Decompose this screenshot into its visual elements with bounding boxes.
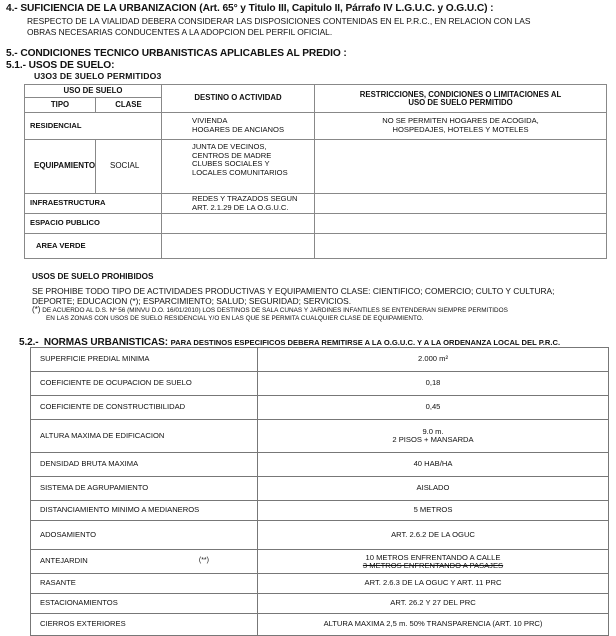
restricciones-cell [315,234,607,259]
tipo-cell: EQUIPAMIENTO [25,140,96,194]
table-row [31,372,609,396]
norm-label-cell [31,550,258,574]
destino-cell [162,113,315,140]
restricciones-cell [315,194,607,214]
table-row [31,348,609,372]
note-line2: EN LAS ZONAS CON USOS DE SUELO RESIDENCIAL Y/O EN LAS QUE SE PERMITA CUALQUIER CLASE DE EQUIPAMIENTO. [46,315,424,322]
table-row [31,614,609,636]
norm-value-line: AISLADO [416,483,450,493]
table-row [31,574,609,594]
norm-note-mark: (**) [198,557,209,565]
norm-value-cell [258,574,609,594]
norm-label-cell [31,521,258,550]
norm-label: ALTURA MAXIMA DE EDIFICACION [40,430,165,440]
norm-label: DENSIDAD BRUTA MAXIMA [40,459,139,469]
destino-line: HOGARES DE ANCIANOS [192,125,285,134]
table-row [31,594,609,614]
section-5-2-sub: PARA DESTINOS ESPECIFICOS DEBERA REMITIRSE A LA O.G.U.C. Y A LA ORDENANZA LOCAL DEL P.R.C. [170,338,561,347]
norm-value-cell [258,521,609,550]
norms-table [30,347,609,636]
norm-label-cell [31,614,258,636]
norm-label-cell [31,420,258,453]
norm-value-cell [258,420,609,453]
norm-label-cell [31,477,258,501]
norm-value-line: 40 HAB/HA [413,459,453,469]
destino-line: ART. 2.1.29 DE LA O.G.U.C. [192,202,289,212]
norm-label: ANTEJARDIN [40,556,88,566]
header-restricciones: RESTRICCIONES, CONDICIONES O LIMITACIONES AL USO DE SUELO PERMITIDO [315,85,607,113]
norm-value-line: 5 METROS [413,505,453,515]
destino-line: CLUBES SOCIALES Y [192,159,270,169]
norm-value-cell [258,396,609,420]
norm-label: DISTANCIAMIENTO MINIMO A MEDIANEROS [40,505,200,515]
tipo-cell: ESPACIO PUBLICO [25,214,162,234]
norm-label: COEFICIENTE DE CONSTRUCTIBILIDAD [40,402,186,412]
destino-line: CENTROS DE MADRE [192,150,272,160]
norm-label-cell [31,396,258,420]
norm-label-cell [31,501,258,521]
destino-line: LOCALES COMUNITARIOS [192,167,288,177]
table-row [31,477,609,501]
destino-line: JUNTA DE VECINOS, [192,142,267,151]
header-tipo: TIPO [25,98,96,113]
restricciones-cell [315,140,607,194]
restricciones-cell [315,214,607,234]
table-row [25,113,607,140]
norm-value-line: 9.0 m. [422,427,444,436]
section-4-text [27,16,530,37]
norm-value-cell [258,477,609,501]
note-mark: (*) [32,305,41,314]
destino-cell [162,234,315,259]
header-uso-de-suelo: USO DE SUELO [25,85,162,98]
destino-cell [162,214,315,234]
note-line1: DE ACUERDO AL D.S. Nº 56 (MINVU D.O. 16/01/2010) LOS DESTINOS DE SALA CUNAS Y JARDINES INFANTILES SE ENTENDERAN SIEMPRE PERMITIDOS [42,307,508,314]
prohibited-text-line2: DEPORTE; EDUCACION (*); ESPARCIMIENTO; SALUD; SEGURIDAD; SERVICIOS. [32,296,352,306]
norm-value-line: 3 METROS ENFRENTANDO A PASAJES [362,560,504,570]
table-row [25,140,607,194]
norm-label-cell [31,594,258,614]
norm-label: ADOSAMIENTO [40,529,96,539]
section-4-text-line1: RESPECTO DE LA VIALIDAD DEBERA CONSIDERAR LAS DISPOSICIONES CONTENIDAS EN EL P.R.C., EN RELACION CON LAS [27,16,531,26]
prohibited-text-line1: SE PROHIBE TODO TIPO DE ACTIVIDADES PRODUCTIVAS Y EQUIPAMIENTO CLASE: CIENTIFICO; COMERCIO; CULTO Y CULTURA; [32,286,555,296]
norm-value-cell [258,501,609,521]
header-destino: DESTINO O ACTIVIDAD [162,85,315,113]
norm-value-line: 0,18 [425,378,441,388]
table-row [31,501,609,521]
header-clase: CLASE [96,98,162,113]
norm-value-line: 10 METROS ENFRENTANDO A CALLE [365,552,501,562]
norm-label-cell [31,372,258,396]
permitted-uses-caption: U3O3 DE 3UELO PERMITIDO3 [34,71,162,81]
section-5-title: 5.- CONDICIONES TECNICO URBANISTICAS APLICABLES AL PREDIO : [6,48,347,59]
norm-label-cell [31,574,258,594]
prohibited-note [32,306,508,323]
table-row [31,420,609,453]
norm-value-cell [258,453,609,477]
norm-label-cell [31,453,258,477]
tipo-cell: INFRAESTRUCTURA [25,194,162,214]
norm-value-cell [258,348,609,372]
norm-label-cell [31,348,258,372]
norm-value-line: ART. 26.2 Y 27 DEL PRC [390,598,476,608]
destino-cell [162,140,315,194]
section-5-2-main: 5.2.- NORMAS URBANISTICAS: [19,337,171,348]
norm-label: ESTACIONAMIENTOS [40,598,118,608]
clase-cell: SOCIAL [96,140,162,194]
norm-label: RASANTE [40,578,76,588]
section-4-text-line2: OBRAS NECESARIAS CONDUCENTES A LA ADOPCION DEL PERFIL OFICIAL. [27,26,333,37]
norm-value-line: 2 PISOS + MANSARDA [392,435,474,444]
norm-value-cell [258,372,609,396]
section-4-title: 4.- SUFICIENCIA DE LA URBANIZACION (Art. 65° y Titulo III, Capitulo II, Párrafo IV L.G.U.C. y O.G.U.C) : [6,3,494,14]
section-5-1-title: 5.1.- USOS DE SUELO: [6,60,115,71]
table-row [31,521,609,550]
norm-value-line: 2.000 m² [418,354,448,364]
table-row [31,396,609,420]
tipo-cell: AREA VERDE [25,234,162,259]
norm-value-line: 0,45 [425,402,441,412]
table-row [31,453,609,477]
norm-value-line: ART. 2.6.3 DE LA OGUC Y ART. 11 PRC [364,578,502,588]
table-row [31,550,609,574]
restricciones-cell [315,113,607,140]
destino-cell [162,194,315,214]
table-row [25,194,607,214]
destino-line: VIVIENDA [192,116,228,126]
norm-label: SUPERFICIE PREDIAL MINIMA [40,354,150,364]
tipo-cell: RESIDENCIAL [25,113,162,140]
restricciones-line: NO SE PERMITEN HOGARES DE ACOGIDA, [382,116,539,126]
prohibited-title: USOS DE SUELO PROHIBIDOS [32,272,154,281]
destino-line: REDES Y TRAZADOS SEGUN [192,193,298,203]
norm-value-cell [258,594,609,614]
prohibited-text [32,286,554,306]
restricciones-line: HOSPEDAJES, HOTELES Y MOTELES [392,125,529,134]
norm-label: SISTEMA DE AGRUPAMIENTO [40,483,149,493]
norm-value-line: ALTURA MAXIMA 2,5 m. 50% TRANSPARENCIA (ART. 10 PRC) [323,619,543,629]
table-row [25,214,607,234]
norm-value-cell [258,614,609,636]
norm-value-line: ART. 2.6.2 DE LA OGUC [391,529,475,539]
norm-value-cell [258,550,609,574]
table-row [25,234,607,259]
uses-table [24,84,607,259]
norm-label: CIERROS EXTERIORES [40,619,126,629]
norm-label: COEFICIENTE DE OCUPACION DE SUELO [40,378,192,388]
